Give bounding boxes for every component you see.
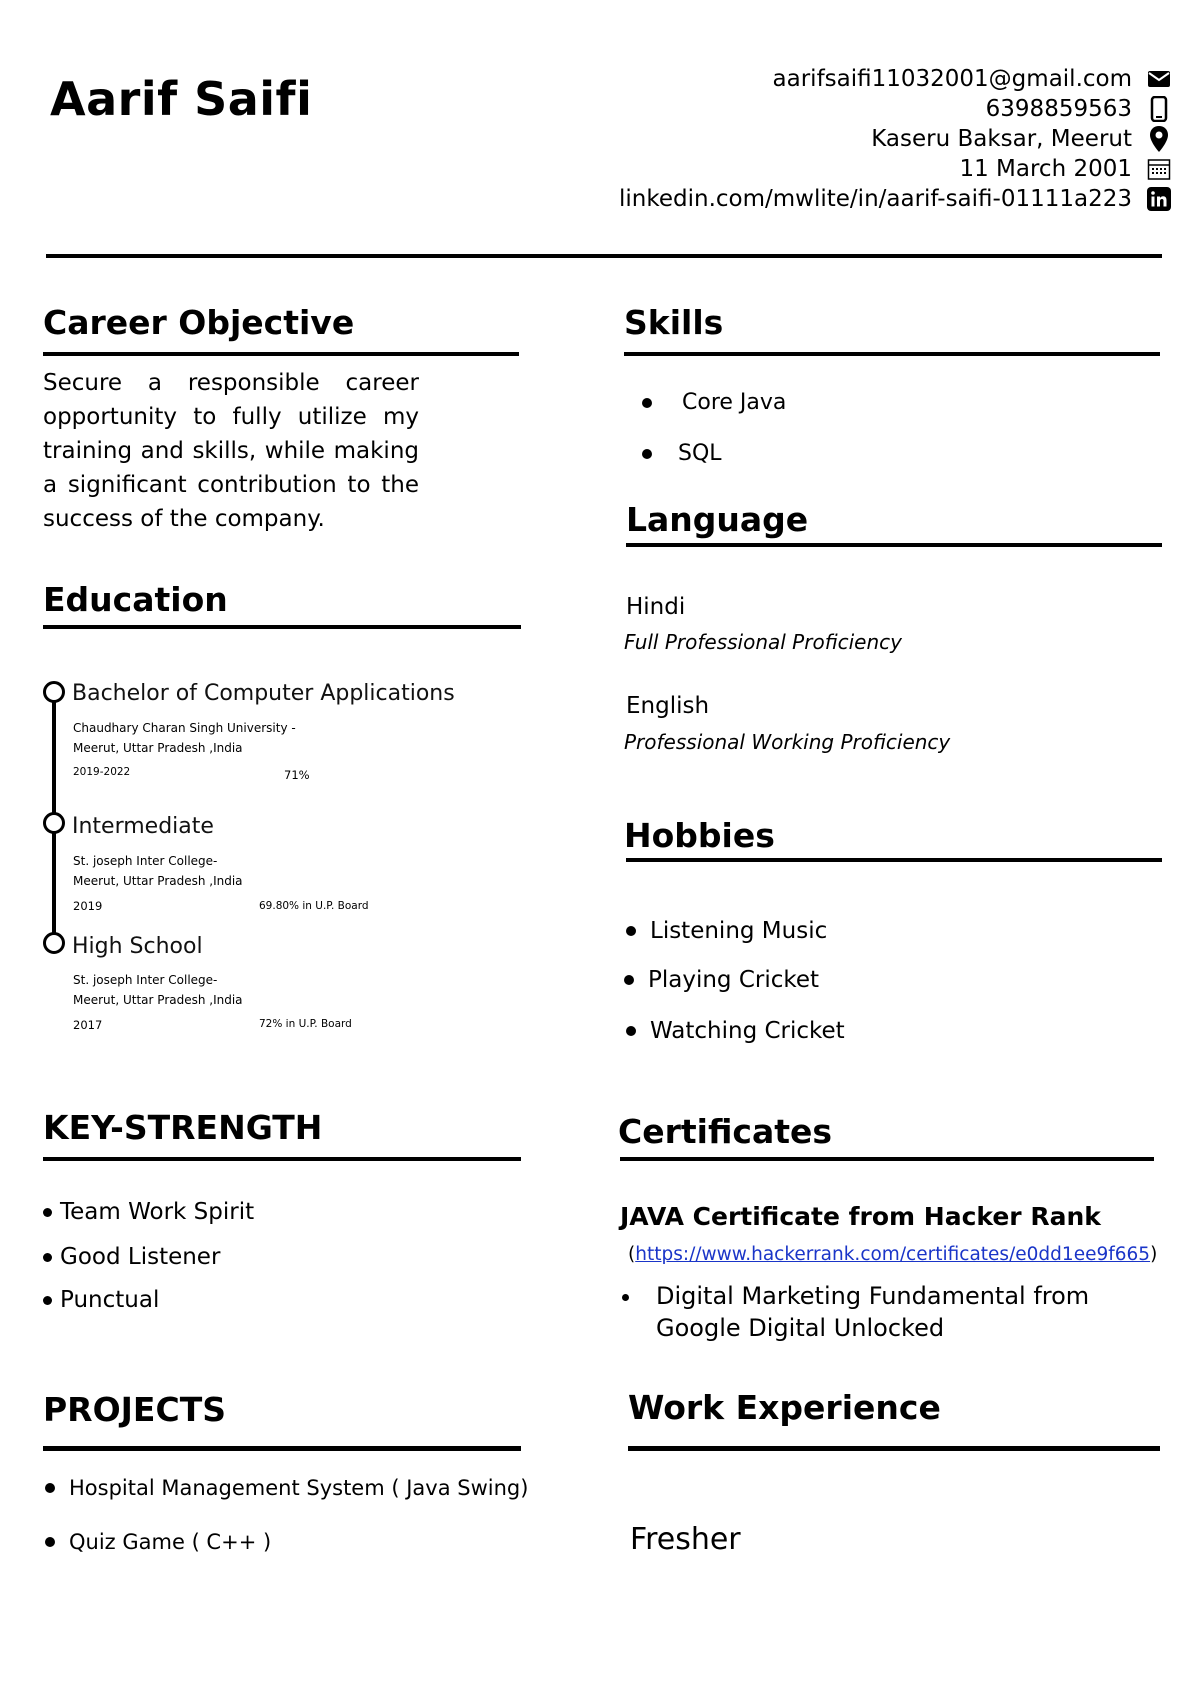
certificate-item-label: Digital Marketing Fundamental from Google Digital Unlocked	[656, 1282, 1090, 1342]
hobby-item	[626, 918, 827, 944]
timeline-node	[43, 932, 65, 954]
hobby-label: Playing Cricket	[648, 967, 820, 993]
career-objective-text: Secure a responsible career opportunity to fully utilize my training and skills, while making a significant contribution to the success of the company.	[43, 370, 419, 532]
language-name: English	[626, 693, 710, 719]
career-objective-title: Career Objective	[43, 303, 355, 342]
linkedin-icon	[1146, 186, 1172, 212]
envelope-icon	[1146, 66, 1172, 92]
timeline-node	[43, 812, 65, 834]
hobbies-title: Hobbies	[624, 816, 775, 855]
projects-title: PROJECTS	[43, 1390, 226, 1429]
language-title: Language	[626, 500, 809, 539]
hobby-item	[626, 1018, 845, 1044]
bullet-dot	[43, 1296, 52, 1305]
bullet-dot	[626, 1026, 636, 1036]
key-strength-item	[43, 1244, 220, 1270]
calendar-icon	[1146, 156, 1172, 182]
work-experience-text: Fresher	[630, 1522, 741, 1557]
hobby-label: Listening Music	[650, 918, 828, 944]
education-year: 2019-2022	[73, 766, 131, 778]
education-score: 71%	[284, 768, 310, 782]
candidate-name: Aarif Saifi	[50, 72, 313, 126]
contact-email	[619, 64, 1172, 94]
bullet-dot	[45, 1483, 55, 1493]
dob-text: 11 March 2001	[959, 156, 1132, 182]
projects-rule	[43, 1446, 521, 1451]
contact-dob	[619, 154, 1172, 184]
header-divider	[46, 254, 1162, 258]
mobile-phone-icon	[1146, 96, 1172, 122]
bullet-dot	[624, 975, 634, 985]
education-location: Meerut, Uttar Pradesh ,India	[73, 874, 243, 888]
certificate-main: JAVA Certificate from Hacker Rank	[620, 1202, 1101, 1231]
bullet-dot	[43, 1253, 52, 1262]
key-strength-rule	[43, 1157, 521, 1161]
education-score: 72% in U.P. Board	[259, 1018, 352, 1030]
skills-title: Skills	[624, 303, 724, 342]
language-rule	[626, 543, 1162, 547]
paren-open: (	[628, 1244, 636, 1265]
skill-label: SQL	[678, 441, 722, 466]
education-degree: Bachelor of Computer Applications	[72, 681, 455, 706]
bullet-dot	[45, 1537, 55, 1547]
map-pin-icon	[1146, 126, 1172, 152]
education-rule	[43, 625, 521, 629]
education-degree: Intermediate	[72, 814, 214, 839]
linkedin-text[interactable]: linkedin.com/mwlite/in/aarif-saifi-01111a223	[619, 186, 1132, 212]
email-text: aarifsaifi11032001@gmail.com	[772, 66, 1132, 92]
language-name: Hindi	[626, 594, 686, 620]
paren-close: )	[1150, 1244, 1158, 1265]
key-strength-item	[43, 1287, 159, 1313]
language-level: Full Professional Proficiency	[624, 630, 902, 654]
contact-block	[619, 64, 1172, 214]
address-text: Kaseru Baksar, Meerut	[871, 126, 1132, 152]
education-institution: Chaudhary Charan Singh University -	[73, 721, 296, 735]
education-year: 2019	[73, 899, 103, 913]
contact-phone	[619, 94, 1172, 124]
hobby-item	[624, 967, 819, 993]
bullet-dot	[642, 398, 652, 408]
language-level: Professional Working Proficiency	[624, 730, 951, 754]
key-strength-label: Good Listener	[60, 1244, 221, 1270]
project-label: Quiz Game ( C++ )	[69, 1530, 272, 1554]
education-location: Meerut, Uttar Pradesh ,India	[73, 993, 243, 1007]
education-degree: High School	[72, 934, 203, 959]
education-institution: St. joseph Inter College-	[73, 854, 218, 868]
bullet-dot	[43, 1208, 52, 1217]
key-strength-title: KEY-STRENGTH	[43, 1108, 323, 1147]
skill-item	[642, 390, 786, 415]
certificates-rule	[620, 1157, 1154, 1161]
certificate-link[interactable]: https://www.hackerrank.com/certificates/e0dd1ee9f665	[635, 1244, 1151, 1265]
bullet-dot	[626, 926, 636, 936]
phone-text: 6398859563	[985, 96, 1132, 122]
bullet-dot	[622, 1294, 629, 1301]
education-institution: St. joseph Inter College-	[73, 973, 218, 987]
career-objective-rule	[43, 352, 519, 356]
certificate-link-wrap	[628, 1244, 1157, 1265]
project-item	[45, 1530, 271, 1554]
project-item	[45, 1476, 528, 1500]
certificates-title: Certificates	[618, 1112, 833, 1151]
skill-item	[642, 441, 722, 466]
bullet-dot	[642, 449, 652, 459]
key-strength-item	[43, 1199, 254, 1225]
hobbies-rule	[626, 858, 1162, 862]
work-experience-title: Work Experience	[628, 1388, 941, 1427]
contact-address	[619, 124, 1172, 154]
education-location: Meerut, Uttar Pradesh ,India	[73, 741, 243, 755]
timeline-node	[43, 681, 65, 703]
education-score: 69.80% in U.P. Board	[259, 900, 369, 912]
hobby-label: Watching Cricket	[650, 1018, 845, 1044]
key-strength-label: Team Work Spirit	[60, 1199, 255, 1225]
education-year: 2017	[73, 1018, 103, 1032]
education-title: Education	[43, 580, 228, 619]
project-label: Hospital Management System ( Java Swing)	[69, 1476, 529, 1500]
work-experience-rule	[628, 1446, 1160, 1451]
skill-label: Core Java	[682, 390, 787, 415]
contact-linkedin	[619, 184, 1172, 214]
skills-rule	[624, 352, 1160, 356]
key-strength-label: Punctual	[60, 1287, 160, 1313]
